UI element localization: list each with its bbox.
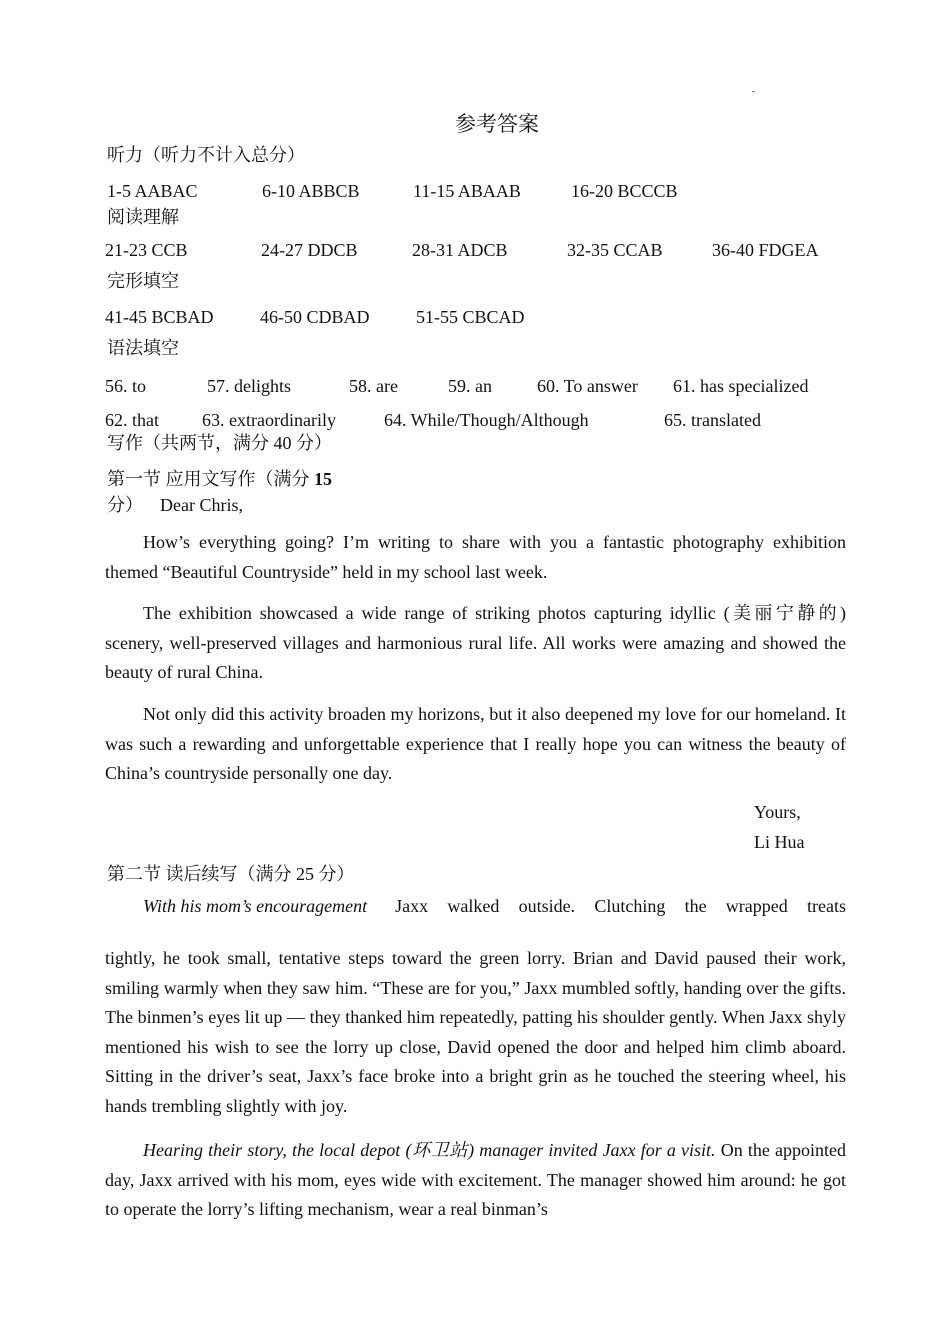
grammar-answer-63: 63. extraordinarily — [202, 410, 336, 430]
section2-heading: 第二节 读后续写（满分 25 分） — [107, 864, 355, 884]
cloze-answer-1: 41-45 BCBAD — [105, 307, 214, 327]
letter-signature: Li Hua — [754, 832, 805, 852]
grammar-answer-59: 59. an — [448, 376, 492, 396]
grammar-answer-62: 62. that — [105, 410, 159, 430]
cloze-heading: 完形填空 — [107, 271, 179, 291]
grammar-heading: 语法填空 — [107, 338, 179, 358]
cloze-answer-2: 46-50 CDBAD — [260, 307, 370, 327]
cloze-answer-3: 51-55 CBCAD — [416, 307, 525, 327]
continuation-paragraph-2 — [105, 1136, 846, 1225]
continuation-paragraph-2-text: On the appointed day, Jaxx arrived with his mom, eyes wide with excitement. The manager showed him around: he got to operate the lorry’s lifting mechanism, wear a real binman’s — [105, 1140, 846, 1220]
letter-paragraph-1: How’s everything going? I’m writing to share with you a fantastic photography exhibition themed “Beautiful Countryside” held in my school last week. — [105, 532, 846, 582]
grammar-answer-65: 65. translated — [664, 410, 761, 430]
reading-answer-5: 36-40 FDGEA — [712, 240, 819, 260]
writing-heading: 写作（共两节，满分 40 分） — [107, 433, 332, 453]
reading-answer-2: 24-27 DDCB — [261, 240, 358, 260]
page-mark — [752, 91, 755, 92]
section1-heading-end: 分） — [107, 495, 143, 515]
grammar-answer-61: 61. has specialized — [673, 376, 809, 396]
continuation-paragraph-1: tightly, he took small, tentative steps toward the green lorry. Brian and David paused their work, smiling warmly when they saw him. “These are for you,” Jaxx mumbled softly, handing over the gifts. The binmen’s eyes lit up — they thanked him repeatedly, patting his shoulder gently. When Jaxx shyly mentioned his wish to see the lorry up close, David opened the door and helped him climb aboard. Sitting in the driver’s seat, Jaxx’s face broke into a bright grin as he touched the steering wheel, his hands trembling slightly with joy. — [105, 948, 846, 1116]
continuation-paragraph-1-opening — [143, 895, 846, 917]
grammar-answer-57: 57. delights — [207, 376, 291, 396]
continuation-opening-rest: Jaxx walked outside. Clutching the wrapped treats — [395, 896, 846, 916]
letter-salutation: Dear Chris, — [160, 495, 243, 515]
grammar-answer-64: 64. While/Though/Although — [384, 410, 589, 430]
section1-heading-line2 — [107, 494, 243, 516]
continuation-paragraph-2-opening: Hearing their story, the local depot (环卫站) manager invited Jaxx for a visit. — [143, 1140, 716, 1160]
section1-heading-score: 15 — [314, 469, 332, 489]
reading-answer-3: 28-31 ADCB — [412, 240, 508, 260]
grammar-answer-60: 60. To answer — [537, 376, 638, 396]
section1-heading-text: 第一节 应用文写作（满分 — [107, 469, 314, 489]
listening-heading: 听力（听力不计入总分） — [107, 145, 305, 165]
listening-answer-1: 1-5 AABAC — [107, 181, 198, 201]
letter-paragraph-2: The exhibition showcased a wide range of striking photos capturing idyllic (美丽宁静的) scenery, well-preserved villages and harmonious rural life. All works were amazing and showed the beauty of rural China. — [105, 603, 846, 683]
listening-answer-2: 6-10 ABBCB — [262, 181, 360, 201]
continuation-opening-sentence: With his mom’s encouragement — [143, 896, 368, 916]
letter-closing: Yours, — [754, 802, 801, 822]
section1-heading — [107, 468, 332, 490]
reading-heading: 阅读理解 — [107, 207, 179, 227]
listening-answer-3: 11-15 ABAAB — [413, 181, 521, 201]
letter-paragraph-3: Not only did this activity broaden my horizons, but it also deepened my love for our homeland. It was such a rewarding and unforgettable experience that I really hope you can witness the beauty of China’s countryside personally one day. — [105, 704, 846, 784]
reading-answer-4: 32-35 CCAB — [567, 240, 663, 260]
grammar-answer-58: 58. are — [349, 376, 398, 396]
grammar-answer-56: 56. to — [105, 376, 147, 396]
page-title: 参考答案 — [455, 112, 539, 136]
reading-answer-1: 21-23 CCB — [105, 240, 188, 260]
listening-answer-4: 16-20 BCCCB — [571, 181, 678, 201]
